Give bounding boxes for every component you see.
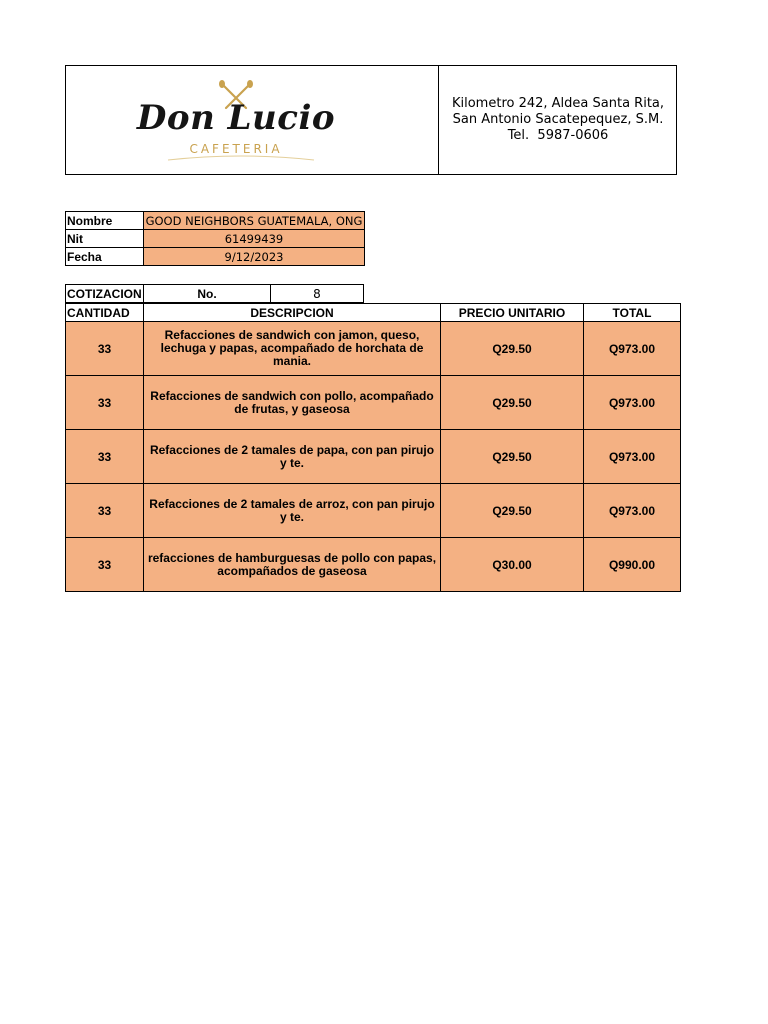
brand-subtitle: CAFETERIA [189,142,283,156]
precio-cell[interactable]: Q29.50 [441,430,584,484]
table-row [66,376,681,430]
precio-cell[interactable]: Q30.00 [441,538,584,592]
cotizacion-label: COTIZACION [67,286,142,301]
table-row [66,484,681,538]
quote-number-table [65,284,364,303]
descripcion-cell[interactable]: Refacciones de sandwich con jamon, queso, lechuga y papas, acompañado de horchata de mania. [144,322,441,376]
client-info-table [65,211,365,266]
fecha-row [66,248,365,266]
descripcion-cell[interactable]: refacciones de hamburguesas de pollo con papas, acompañados de gaseosa [144,538,441,592]
precio-cell[interactable]: Q29.50 [441,376,584,430]
total-cell[interactable]: Q990.00 [584,538,681,592]
brand-name: Don Lucio [136,98,336,138]
cantidad-cell[interactable]: 33 [66,322,144,376]
swoosh-decoration [166,154,316,162]
quote-row [66,285,364,303]
fecha-label: Fecha [66,248,144,266]
nombre-value[interactable]: GOOD NEIGHBORS GUATEMALA, ONG [144,212,365,230]
table-row [66,430,681,484]
items-table [65,303,681,592]
fecha-value[interactable]: 9/12/2023 [144,248,365,266]
phone-line: Tel. 5987-0606 [507,128,609,143]
column-header-total: TOTAL [584,304,681,322]
nombre-row [66,212,365,230]
column-header-cantidad: CANTIDAD [66,304,144,322]
cantidad-cell[interactable]: 33 [66,484,144,538]
precio-cell[interactable]: Q29.50 [441,322,584,376]
address-block [439,66,677,174]
nombre-label: Nombre [66,212,144,230]
cantidad-cell[interactable]: 33 [66,538,144,592]
header-box [65,65,677,175]
total-cell[interactable]: Q973.00 [584,484,681,538]
precio-cell[interactable]: Q29.50 [441,484,584,538]
nit-label: Nit [66,230,144,248]
table-row [66,322,681,376]
nit-value[interactable]: 61499439 [144,230,365,248]
cafeteria-logo [106,72,366,168]
table-header-row [66,304,681,322]
quote-no-value[interactable]: 8 [271,285,364,303]
nit-row [66,230,365,248]
total-cell[interactable]: Q973.00 [584,430,681,484]
column-header-descripcion: DESCRIPCION [144,304,441,322]
address-line: Kilometro 242, Aldea Santa Rita, [451,96,665,111]
column-header-precio: PRECIO UNITARIO [441,304,584,322]
total-cell[interactable]: Q973.00 [584,376,681,430]
total-cell[interactable]: Q973.00 [584,322,681,376]
descripcion-cell[interactable]: Refacciones de sandwich con pollo, acompañado de frutas, y gaseosa [144,376,441,430]
cantidad-cell[interactable]: 33 [66,376,144,430]
cantidad-cell[interactable]: 33 [66,430,144,484]
table-row [66,538,681,592]
address-line: San Antonio Sacatepequez, S.M. [452,112,664,127]
quote-no-label: No. [144,285,271,303]
descripcion-cell[interactable]: Refacciones de 2 tamales de arroz, con pan pirujo y te. [144,484,441,538]
descripcion-cell[interactable]: Refacciones de 2 tamales de papa, con pan pirujo y te. [144,430,441,484]
